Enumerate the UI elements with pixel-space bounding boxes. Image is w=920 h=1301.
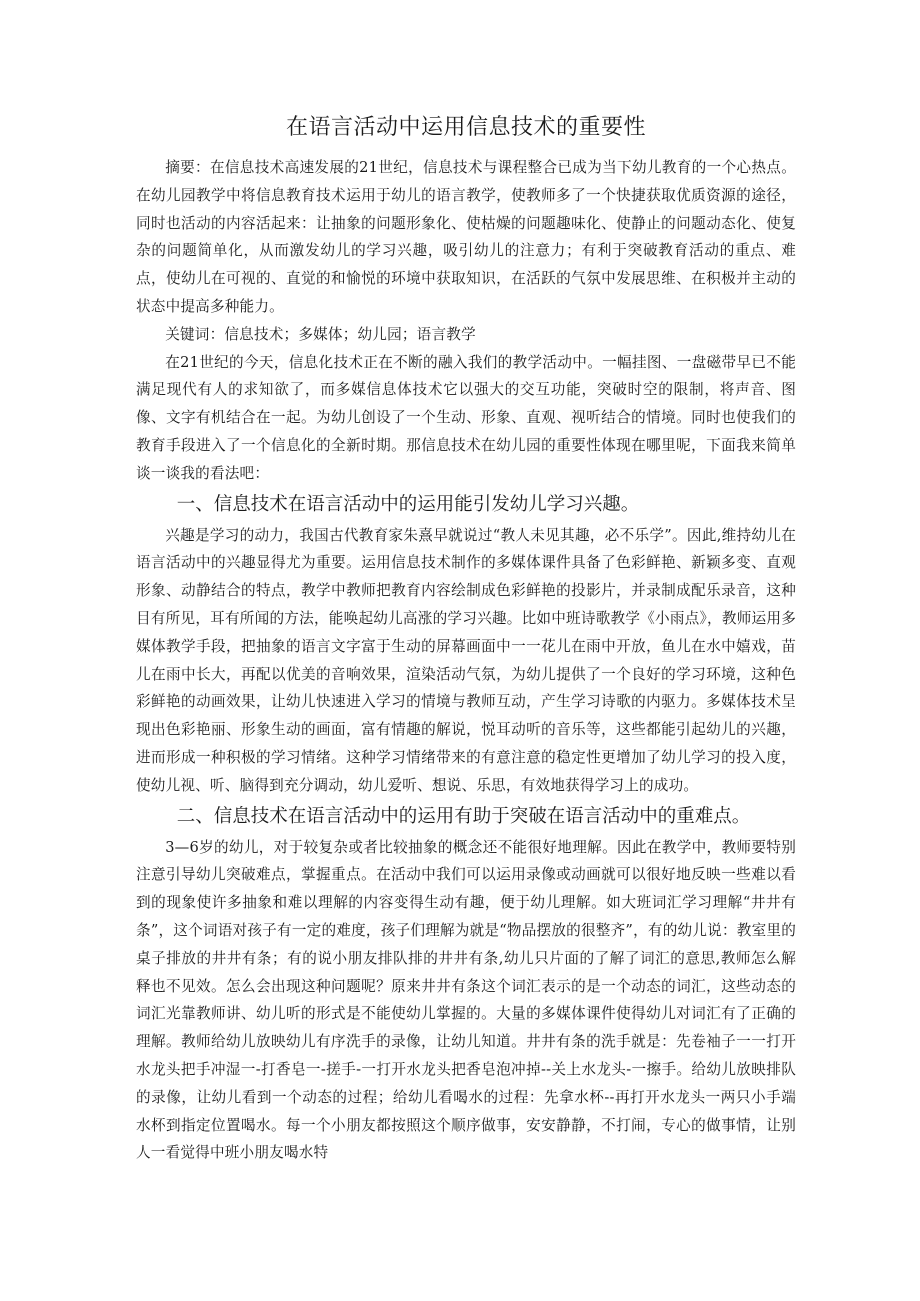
keywords-line: 关键词：信息技术；多媒体；幼儿园；语言教学: [165, 325, 476, 343]
document-title: 在语言活动中运用信息技术的重要性: [285, 115, 646, 140]
section-1-heading: 一、信息技术在语言活动中的运用能引发幼儿学习兴趣。: [176, 493, 640, 515]
section-2-heading: 二、信息技术在语言活动中的运用有助于突破在语言活动中的重难点。: [176, 805, 751, 827]
intro-paragraph: 在21世纪的今天，信息化技术正在不断的融入我们的教学活动中。一幅挂图、一盘磁带早已不能满足现代有人的求知欲了，而多媒信息体技术它以强大的交互功能，突破时空的限制，将声音、图像、文字有机结合在一起。为幼儿创设了一个生动、形象、直观、视听结合的情境。同时也使我们的教育手段进入了一个信息化的全新时期。那信息技术在幼儿园的重要性体现在哪里呢，下面我来简单谈一谈我的看法吧：: [136, 353, 796, 482]
document-page: [136, 112, 796, 1167]
abstract-paragraph: 摘要：在信息技术高速发展的21世纪，信息技术与课程整合已成为当下幼儿教育的一个心热点。在幼儿园教学中将信息教育技术运用于幼儿的语言教学，使教师多了一个快捷获取优质资源的途径，同时也活动的内容活起来：让抽象的问题形象化、使枯燥的问题趣味化、使静止的问题动态化、使复杂的问题简单化，从而激发幼儿的学习兴趣，吸引幼儿的注意力；有利于突破教育活动的重点、难点，使幼儿在可视的、直觉的和愉悦的环境中获取知识，在活跃的气氛中发展思维、在积极并主动的状态中提高多种能力。: [136, 159, 796, 315]
section-2-body: 3—6岁的幼儿，对于较复杂或者比较抽象的概念还不能很好地理解。因此在教学中，教师要特别注意引导幼儿突破难点，掌握重点。在活动中我们可以运用录像或动画就可以很好地反映一些难以看到的现象使许多抽象和难以理解的内容变得生动有趣，便于幼儿理解。如大班词汇学习理解“井井有条”，这个词语对孩子有一定的难度，孩子们理解为就是“物品摆放的很整齐”，有的幼儿说：教室里的桌子排放的井井有条；有的说小朋友排队排的井井有条,幼儿只片面的了解了词汇的意思,教师怎么解释也不见效。怎么会出现这种问题呢？原来井井有条这个词汇表示的是一个动态的词汇，这些动态的词汇光靠教师讲、幼儿听的形式是不能使幼儿掌握的。大量的多媒体课件使得幼儿对词汇有了正确的理解。教师给幼儿放映幼儿有序洗手的录像，让幼儿知道。井井有条的洗手就是：先卷袖子一一打开水龙头把手冲湿一-打香皂一-搓手-一打开水龙头把香皂泡冲掉--关上水龙头-一擦手。给幼儿放映排队的录像，让幼儿看到一个动态的过程；给幼儿看喝水的过程：先拿水杯--再打开水龙头一两只小手端水杯到指定位置喝水。每一个小朋友都按照这个顺序做事，安安静静，不打闹，专心的做事情，让别人一看觉得中班小朋友喝水特: [136, 838, 796, 1162]
section-1-body: 兴趣是学习的动力，我国古代教育家朱熹早就说过“教人未见其趣，必不乐学”。因此,维持幼儿在语言活动中的兴趣显得尤为重要。运用信息技术制作的多媒体课件具备了色彩鲜艳、新颖多变、直观形象、动静结合的特点，教学中教师把教育内容绘制成色彩鲜艳的投影片，并录制成配乐录音，这种目有所见，耳有所闻的方法，能唤起幼儿高涨的学习兴趣。比如中班诗歌教学《小雨点》，教师运用多媒体教学手段，把抽象的语言文字富于生动的屏幕画面中一一花儿在雨中开放，鱼儿在水中嬉戏，苗儿在雨中长大，再配以优美的音响效果，渲染活动气氛，为幼儿提供了一个良好的学习环境，这种色彩鲜艳的动画效果，让幼儿快速进入学习的情境与教师互动，产生学习诗歌的内驱力。多媒体技术呈现出色彩艳丽、形象生动的画面，富有情趣的解说，悦耳动听的音乐等，这些都能引起幼儿的兴趣，进而形成一种积极的学习情绪。这种学习情绪带来的有意注意的稳定性更增加了幼儿学习的投入度，使幼儿视、听、脑得到充分调动，幼儿爱听、想说、乐思，有效地获得学习上的成功。: [136, 526, 796, 794]
